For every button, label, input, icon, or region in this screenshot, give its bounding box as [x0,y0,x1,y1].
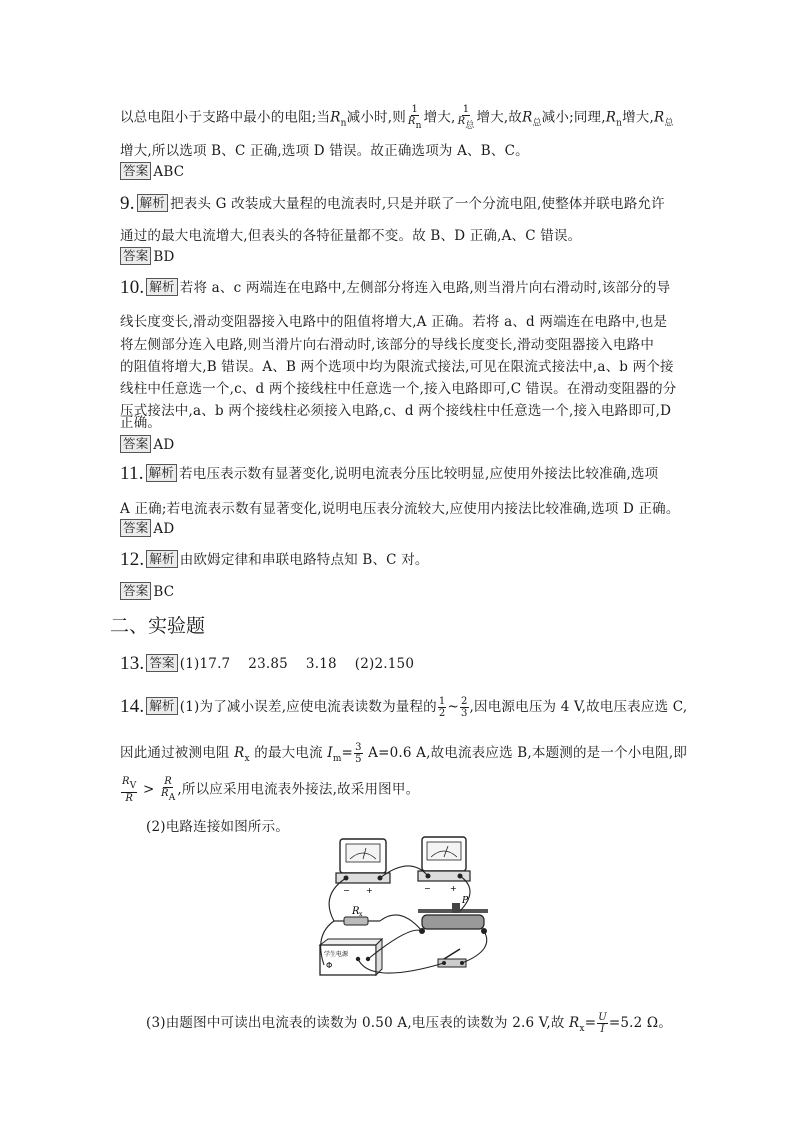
symbol: R [122,776,130,787]
resistor-rx [334,906,380,925]
text: 若将 a、c 两端连在电路中,左侧部分将连入电路,则当滑片向右滑动时,该部分的导 [179,280,671,296]
symbol: R [654,109,665,126]
power-label: 学生电源 [324,951,349,958]
denominator [457,116,476,132]
minus-label: − [424,884,431,893]
subscript: n [616,118,623,129]
q9-line-2: 通过的最大电流增大,但表头的各特征量都不变。故 B、D 正确,A、C 错误。 [120,228,582,244]
answer-text: BD [153,249,175,265]
q12-line-1 [120,550,429,569]
plus-label: + [366,886,373,895]
symbol: R [457,116,466,127]
q14-line-3 [120,776,419,804]
q14-line-2 [120,742,687,768]
symbol: R [605,109,617,126]
q10-line-2: 线长度变长,滑动变阻器接入电路中的阻值将增大,A 正确。若将 a、d 两端连在电路中,也是 [120,314,668,330]
fraction [121,776,137,804]
q8-line-2: 增大,所以选项 B、C 正确,选项 D 错误。故正确选项为 A、B、C。 [120,143,529,159]
fraction [460,696,469,719]
question-number: 13. [120,653,145,674]
text: 若电压表示数有显著变化,说明电流表分压比较明显,应使用外接法比较准确,选项 [179,466,659,482]
text: 以总电阻小于支路中最小的电阻;当 [120,109,331,126]
q10-line-4: 的阻值将增大,B 错误。A、B 两个选项中均为限流式接法,可见在限流式接法中,a、b 两个接 [120,359,674,375]
q13-line-1 [120,654,414,673]
power-symbol: Φ [326,961,333,970]
denominator: I [600,1024,605,1035]
minus-label: − [343,886,350,895]
question-number: 14. [120,696,145,717]
symbol: R [234,745,245,761]
text: (1)为了减小误差,应使电流表读数为量程的 [179,699,437,715]
numerator: U [598,1012,607,1023]
subscript: V [129,781,137,791]
subscript: 总 [664,118,674,129]
q9-answer [120,247,175,266]
fraction [597,1012,608,1035]
question-number: 10. [120,277,145,298]
numerator [121,776,137,793]
text: = [584,1015,597,1031]
answer-text: AD [153,521,175,537]
q14-line-4: (2)电路连接如图所示。 [146,819,290,835]
denominator: 5 [355,754,362,765]
fraction [160,776,176,804]
q10-line-1 [120,278,670,297]
rx-label: R [352,906,360,917]
text: 因此通过被测电阻 [120,745,230,761]
text: 把表头 G 改装成大量程的电流表时,只是并联了一个分流电阻,使整体并联电路允许 [170,196,665,212]
question-number: 9. [120,193,135,214]
text: 增大, [622,109,654,126]
switch [438,949,466,967]
subscript: m [332,754,342,764]
rheostat [418,896,488,934]
question-number: 12. [120,549,145,570]
symbol: R [569,1015,580,1031]
numerator: 3 [355,742,362,753]
fraction [457,104,476,132]
numerator: 1 [462,104,470,115]
subscript: 总 [532,118,542,129]
denominator: R [125,793,134,804]
text: (3)由题图中可读出电流表的读数为 0.50 A,电压表的读数为 2.6 V,故 [146,1015,565,1031]
answer-text: ABC [153,164,185,180]
answer-tag: 答案 [120,582,151,600]
q14-line-1 [120,696,687,719]
q12-answer [120,582,174,601]
q11-line-2: A 正确;若电流表示数有显著变化,说明电压表分流较大,应使用内接法比较准确,选项 D 正确。 [120,501,680,517]
circuit-figure [310,835,500,985]
text: 的最大电流 [254,745,323,761]
symbol: R [522,109,533,126]
voltmeter-device [336,839,390,895]
q8-line-1 [120,104,674,133]
text: 增大,故 [476,109,523,126]
text: 减小;同理, [541,109,606,126]
symbol: R [330,109,341,126]
answer-text: BC [153,584,175,600]
subscript: A [168,793,176,803]
analysis-tag: 解析 [137,194,168,212]
symbol: R [160,788,169,799]
q14-line-5 [146,1012,672,1038]
subscript: 总 [465,121,475,131]
denominator: 2 [438,708,446,719]
rx-subscript: x [359,911,363,918]
numerator: 2 [460,696,468,707]
section-heading: 二、实验题 [110,615,206,637]
fraction [354,742,363,765]
q10-answer [120,435,174,454]
ammeter-device [418,837,470,893]
q10-line-3: 将左侧部分连入电路,则当滑片向右滑动时,该部分的导线长度变长,滑动变阻器接入电路中 [120,337,655,353]
analysis-tag: 解析 [146,278,177,296]
symbol: I [327,745,333,761]
answer-text: AD [153,437,175,453]
answer-text: (1)17.7 23.85 3.18 (2)2.150 [179,656,415,672]
numerator: 1 [411,104,419,115]
plus-label: + [450,884,457,893]
subscript: n [340,118,347,129]
answer-tag: 答案 [120,247,151,265]
answer-tag: 答案 [146,654,177,672]
question-number: 11. [120,463,144,484]
text: ,所以应采用电流表外接法,故采用图甲。 [177,781,420,798]
text: 减小时,则 [346,109,406,126]
q8-answer [120,162,184,181]
text: ~ [447,699,459,715]
answer-tag: 答案 [120,519,151,537]
denominator: 3 [460,708,468,719]
q11-answer [120,519,174,538]
analysis-tag: 解析 [146,697,177,715]
text: A=0.6 A,故电流表应选 B,本题测的是一个小电阻,即 [363,745,688,761]
q11-line-1 [120,464,658,483]
text: ,因电源电压为 4 V,故电压表应选 C, [469,699,688,715]
text: 增大, [423,109,456,126]
denominator [407,116,423,132]
text: = [341,745,354,761]
analysis-tag: 解析 [146,464,177,482]
denominator [160,788,176,804]
q10-line-5: 线柱中任意选一个,c、d 两个接线柱中任意选一个,接入电路即可,C 错误。在滑动变阻器的分 [120,381,677,397]
text: > [142,781,155,798]
text: 由欧姆定律和串联电路特点知 B、C 对。 [179,552,429,568]
symbol: R [407,116,416,127]
subscript: x [244,754,250,764]
numerator: R [164,776,173,787]
analysis-tag: 解析 [146,550,177,568]
power-supply [320,939,382,975]
q10-line-6: 压式接法中,a、b 两个接线柱必须接入电路,c、d 两个接线柱中任意选一个,接入电路即可,D [120,403,672,419]
text: =5.2 Ω。 [608,1015,673,1031]
answer-tag: 答案 [120,435,151,453]
subscript: n [415,121,422,131]
numerator: 1 [438,696,446,707]
fraction [438,696,447,719]
fraction [407,104,423,132]
answer-tag: 答案 [120,162,151,180]
q10-line-7: 正确。 [120,415,162,431]
q9-line-1 [120,194,665,213]
p-label: P [462,896,469,906]
subscript: x [579,1024,585,1034]
